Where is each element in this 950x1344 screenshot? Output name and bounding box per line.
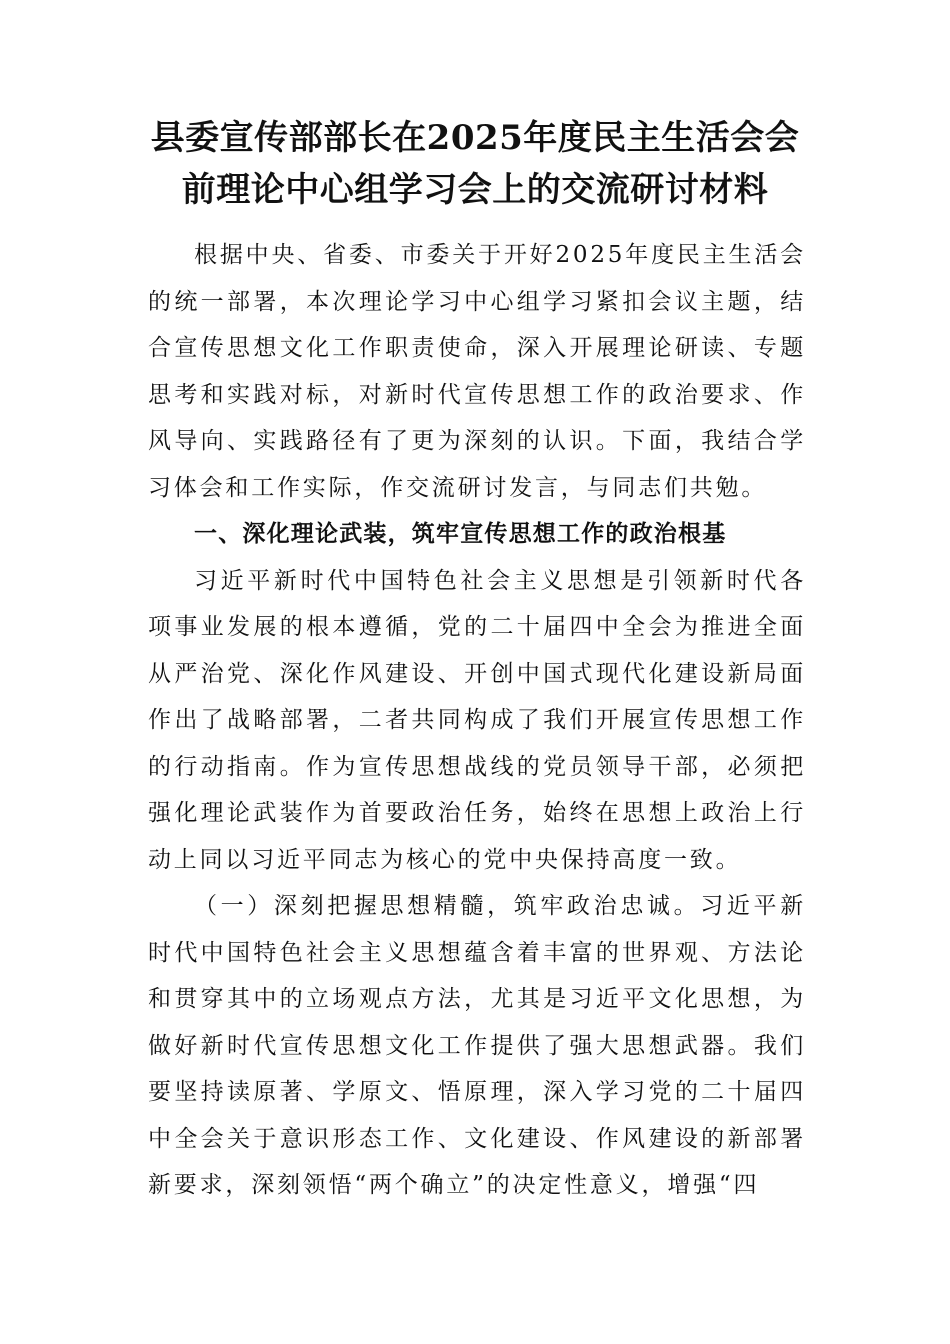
title-line-2: 前理论中心组学习会上的交流研讨材料 (181, 170, 769, 210)
document-title (120, 112, 830, 216)
document-body (148, 232, 806, 1209)
title-line-1: 县委宣传部部长在2025年度民主生活会会 (150, 118, 800, 158)
intro-paragraph: 根据中央、省委、市委关于开好2025年度民主生活会的统一部署，本次理论学习中心组学习紧扣会议主题，结合宣传思想文化工作职责使命，深入开展理论研读、专题思考和实践对标，对新时代宣传思想工作的政治要求、作风导向、实践路径有了更为深刻的认识。下面，我结合学习体会和工作实际，作交流研讨发言，与同志们共勉。 (148, 242, 806, 501)
subsection-1-paragraph: （一）深刻把握思想精髓，筑牢政治忠诚。习近平新时代中国特色社会主义思想蕴含着丰富的世界观、方法论和贯穿其中的立场观点方法，尤其是习近平文化思想，为做好新时代宣传思想文化工作提供了强大思想武器。我们要坚持读原著、学原文、悟原理，深入学习党的二十届四中全会关于意识形态工作、文化建设、作风建设的新部署新要求，深刻领悟“两个确立”的决定性意义，增强“四 (148, 893, 806, 1198)
section-heading-1: 一、深化理论武装，筑牢宣传思想工作的政治根基 (194, 521, 727, 547)
section-1-paragraph: 习近平新时代中国特色社会主义思想是引领新时代各项事业发展的根本遵循，党的二十届四中全会为推进全面从严治党、深化作风建设、开创中国式现代化建设新局面作出了战略部署，二者共同构成了我们开展宣传思想工作的行动指南。作为宣传思想战线的党员领导干部，必须把强化理论武装作为首要政治任务，始终在思想上政治上行动上同以习近平同志为核心的党中央保持高度一致。 (148, 567, 806, 873)
